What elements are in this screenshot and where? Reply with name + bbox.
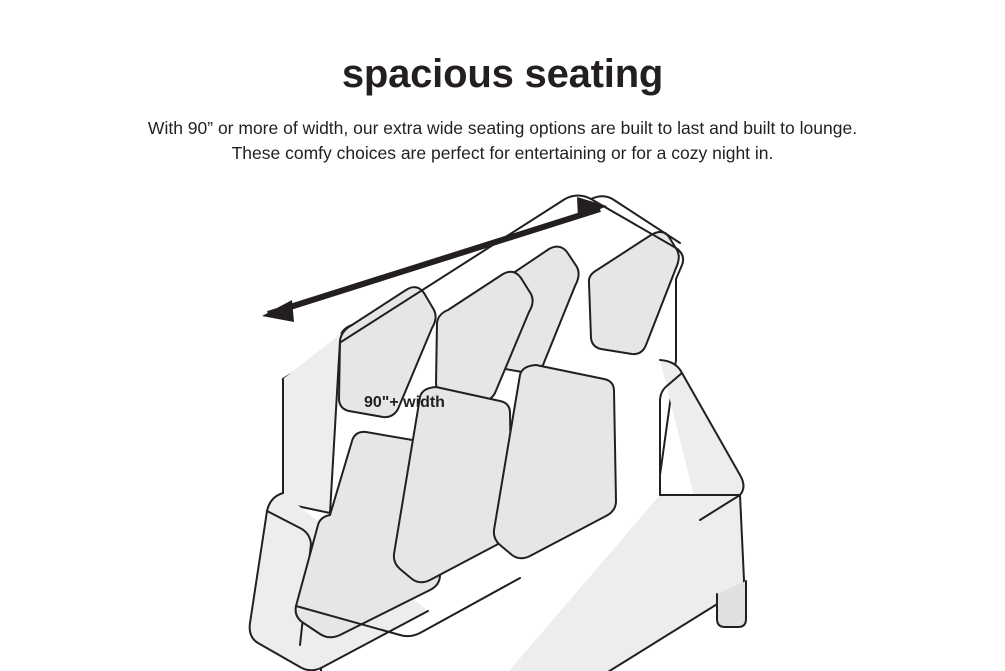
sofa-illustration bbox=[0, 175, 1005, 671]
page-title: spacious seating bbox=[341, 52, 664, 96]
seat-cushion-center bbox=[394, 387, 512, 582]
subcopy-block bbox=[0, 116, 1005, 167]
seat-cushion-right bbox=[494, 365, 616, 558]
subcopy-line-2: These comfy choices are perfect for entertaining or for a cozy night in. bbox=[231, 143, 774, 164]
subcopy-line-1: With 90” or more of width, our extra wide seating options are built to last and built to lounge. bbox=[147, 118, 858, 138]
pillow-right-far bbox=[589, 232, 679, 354]
dimension-label: 90"+ width bbox=[364, 394, 445, 411]
sofa-illustration-svg bbox=[0, 175, 1005, 671]
